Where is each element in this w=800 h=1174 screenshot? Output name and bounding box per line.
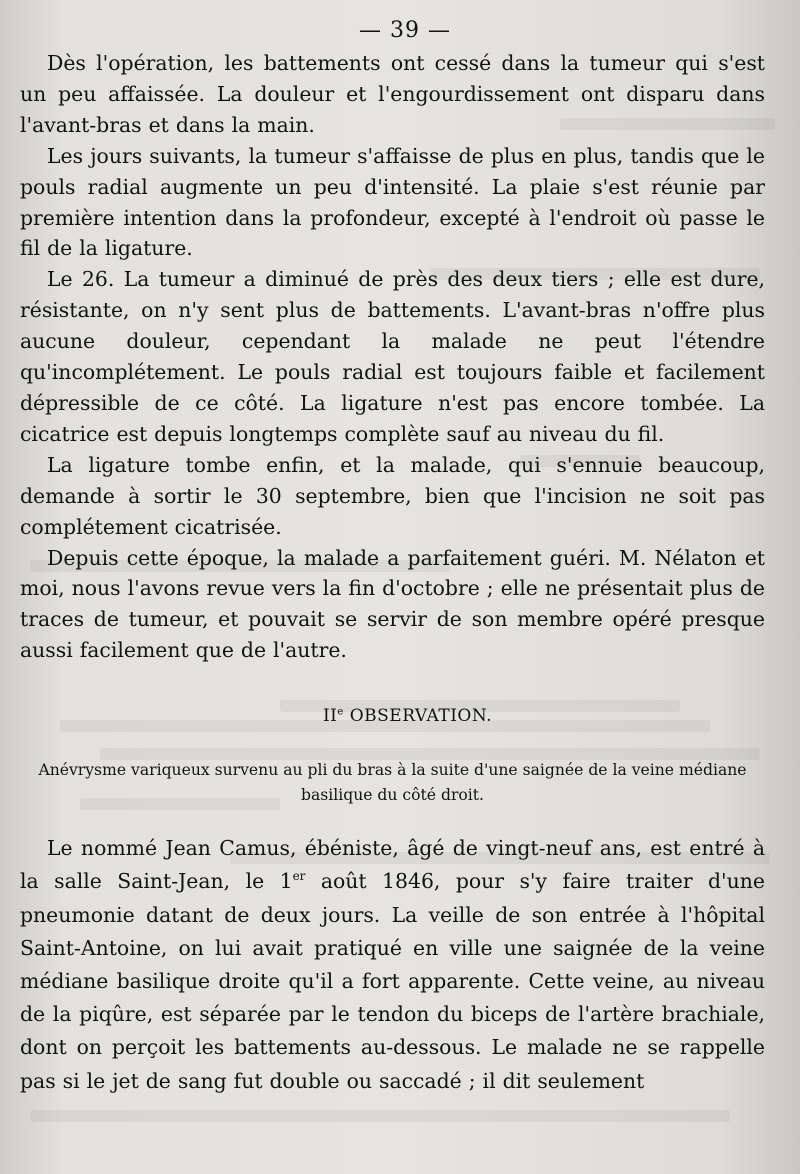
paragraph: La ligature tombe enfin, et la malade, qui s'ennuie beaucoup, demande à sortir le 30 septembre, bien que l'incision ne soit pas complétement cicatrisée. <box>20 452 765 539</box>
observation-subtitle: Anévrysme variqueux survenu au pli du bras à la suite d'une saignée de la veine médiane basilique du côté droit. <box>38 761 747 805</box>
paragraph: Les jours suivants, la tumeur s'affaisse de plus en plus, tandis que le pouls radial augmente un peu d'intensité. La plaie s'est réunie par première intention dans la profondeur, excepté à l'endroit où passe le fil de la ligature. <box>20 143 765 261</box>
observation-word: OBSERVATION. <box>349 706 493 727</box>
paragraph-text-after: août 1846, pour s'y faire traiter d'une pneumonie datant de deux jours. La veille de son entrée à l'hôpital Saint-Antoine, on lui avait pratiqué en ville une saignée de la veine médiane basilique droite qu'il a fort apparente. Cette veine, au niveau de la piqûre, est séparée par le tendon du biceps de l'artère brachiale, dont on perçoit les battements au-dessous. Le malade ne se rappelle pas si le jet de sang fut double ou saccadé ; il dit seulement <box>20 869 765 1093</box>
observation-heading <box>50 704 765 728</box>
paragraph: Depuis cette époque, la malade a parfaitement guéri. M. Nélaton et moi, nous l'avons revue vers la fin d'octobre ; elle ne présentait plus de traces de tumeur, et pouvait se servir de son membre opéré presque aussi facilement que de l'autre. <box>20 545 765 663</box>
paragraph-text-before: Le nommé Jean Camus, ébéniste, âgé de vingt-neuf ans, est entré à la salle Saint-Jean, le 1 <box>20 836 765 894</box>
paragraph: Dès l'opération, les battements ont cessé dans la tumeur qui s'est un peu affaissée. La douleur et l'engourdissement ont disparu dans l'avant-bras et dans la main. <box>20 51 765 137</box>
observation-numeral: II <box>322 706 338 727</box>
paragraph <box>20 832 765 1098</box>
ordinal-superscript: er <box>292 869 306 884</box>
paragraph: Le 26. La tumeur a diminué de près des deux tiers ; elle est dure, résistante, on n'y sent plus de battements. L'avant-bras n'offre plus aucune douleur, cependant la malade ne peut l'étendre qu'incomplétement. Le pouls radial est toujours faible et facilement dépressible de ce côté. La ligature n'est pas encore tombée. La cicatrice est depuis longtemps complète sauf au niveau du fil. <box>20 267 765 446</box>
observation-superscript: e <box>337 706 344 718</box>
page-text <box>20 14 765 1098</box>
page-number: — 39 — <box>359 18 451 43</box>
